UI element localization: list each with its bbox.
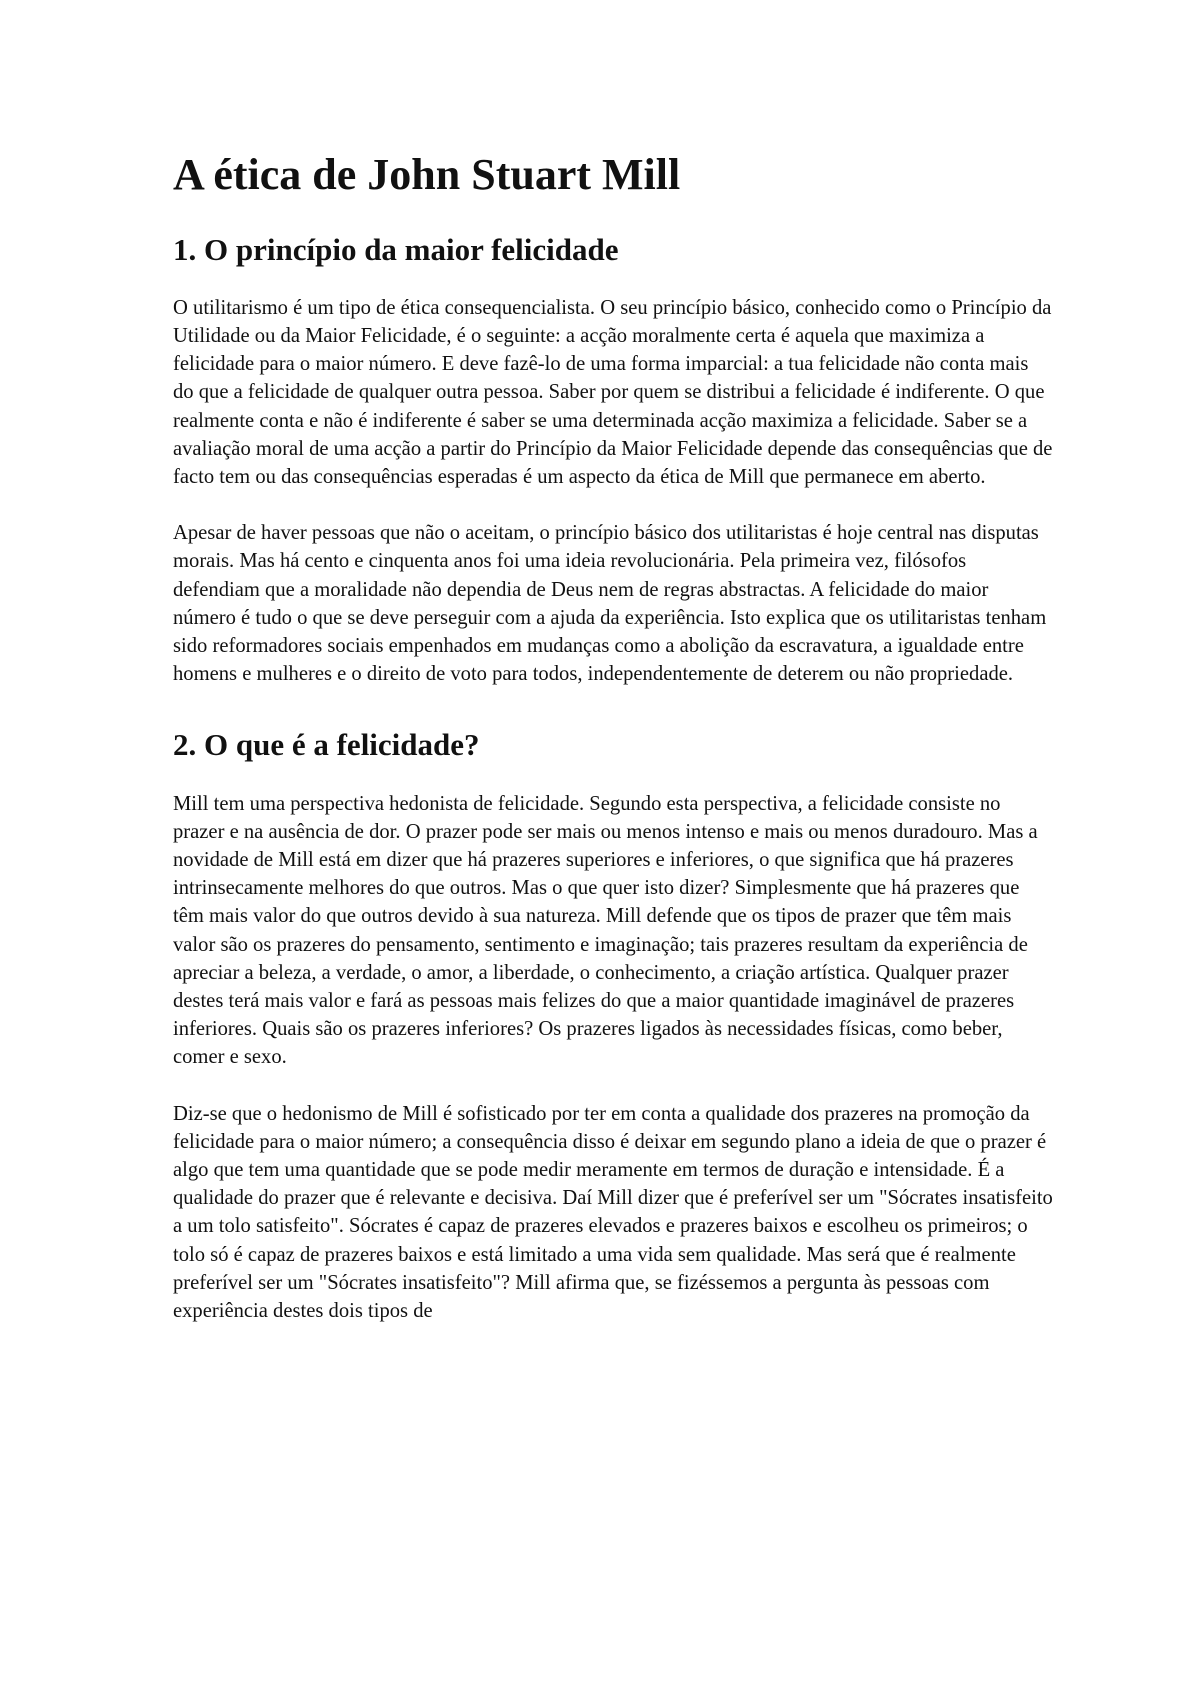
paragraph: O utilitarismo é um tipo de ética consequencialista. O seu princípio básico, conhecido como o Princípio da Utilidade ou da Maior Felicidade, é o seguinte: a acção moralmente certa é aquela que maximiza a felicidade para o maior número. E deve fazê-lo de uma forma imparcial: a tua felicidade não conta mais do que a felicidade de qualquer outra pessoa. Saber por quem se distribui a felicidade é indiferente. O que realmente conta e não é indiferente é saber se uma determinada acção maximiza a felicidade. Saber se a avaliação moral de uma acção a partir do Princípio da Maior Felicidade depende das consequências que de facto tem ou das consequências esperadas é um aspecto da ética de Mill que permanece em aberto.	[173, 296, 1053, 488]
section-heading: 2. O que é a felicidade?	[173, 727, 480, 763]
document-page	[173, 150, 1053, 1353]
paragraph: Mill tem uma perspectiva hedonista de felicidade. Segundo esta perspectiva, a felicidade consiste no prazer e na ausência de dor. O prazer pode ser mais ou menos intenso e mais ou menos duradouro. Mas a novidade de Mill está em dizer que há prazeres superiores e inferiores, o que significa que há prazeres intrinsecamente melhores do que outros. Mas o que quer isto dizer? Simplesmente que há prazeres que têm mais valor do que outros devido à sua natureza. Mill defende que os tipos de prazer que têm mais valor são os prazeres do pensamento, sentimento e imaginação; tais prazeres resultam da experiência de apreciar a beleza, a verdade, o amor, a liberdade, o conhecimento, a criação artística. Qualquer prazer destes terá mais valor e fará as pessoas mais felizes do que a maior quantidade imaginável de prazeres inferiores. Quais são os prazeres inferiores? Os prazeres ligados às necessidades físicas, como beber, comer e sexo.	[173, 792, 1038, 1069]
paragraph: Apesar de haver pessoas que não o aceitam, o princípio básico dos utilitaristas é hoje central nas disputas morais. Mas há cento e cinquenta anos foi uma ideia revolucionária. Pela primeira vez, filósofos defendiam que a moralidade não dependia de Deus nem de regras abstractas. A felicidade do maior número é tudo o que se deve perseguir com a ajuda da experiência. Isto explica que os utilitaristas tenham sido reformadores sociais empenhados em mudanças como a abolição da escravatura, a igualdade entre homens e mulheres e o direito de voto para todos, independentemente de deterem ou não propriedade.	[173, 522, 1047, 686]
paragraph: Diz-se que o hedonismo de Mill é sofisticado por ter em conta a qualidade dos prazeres na promoção da felicidade para o maior número; a consequência disso é deixar em segundo plano a ideia de que o prazer é algo que tem uma quantidade que se pode medir meramente em termos de duração e intensidade. É a qualidade do prazer que é relevante e decisiva. Daí Mill dizer que é preferível ser um "Sócrates insatisfeito a um tolo satisfeito". Sócrates é capaz de prazeres elevados e prazeres baixos e escolheu os primeiros; o tolo só é capaz de prazeres baixos e está limitado a uma vida sem qualidade. Mas será que é realmente preferível ser um "Sócrates insatisfeito"? Mill afirma que, se fizéssemos a pergunta às pessoas com experiência destes dois tipos de	[173, 1102, 1053, 1323]
section-greatest-happiness-principle	[173, 231, 1053, 689]
document-title: A ética de John Stuart Mill	[173, 150, 681, 199]
section-heading: 1. O princípio da maior felicidade	[173, 231, 619, 267]
section-what-is-happiness	[173, 726, 1053, 1325]
